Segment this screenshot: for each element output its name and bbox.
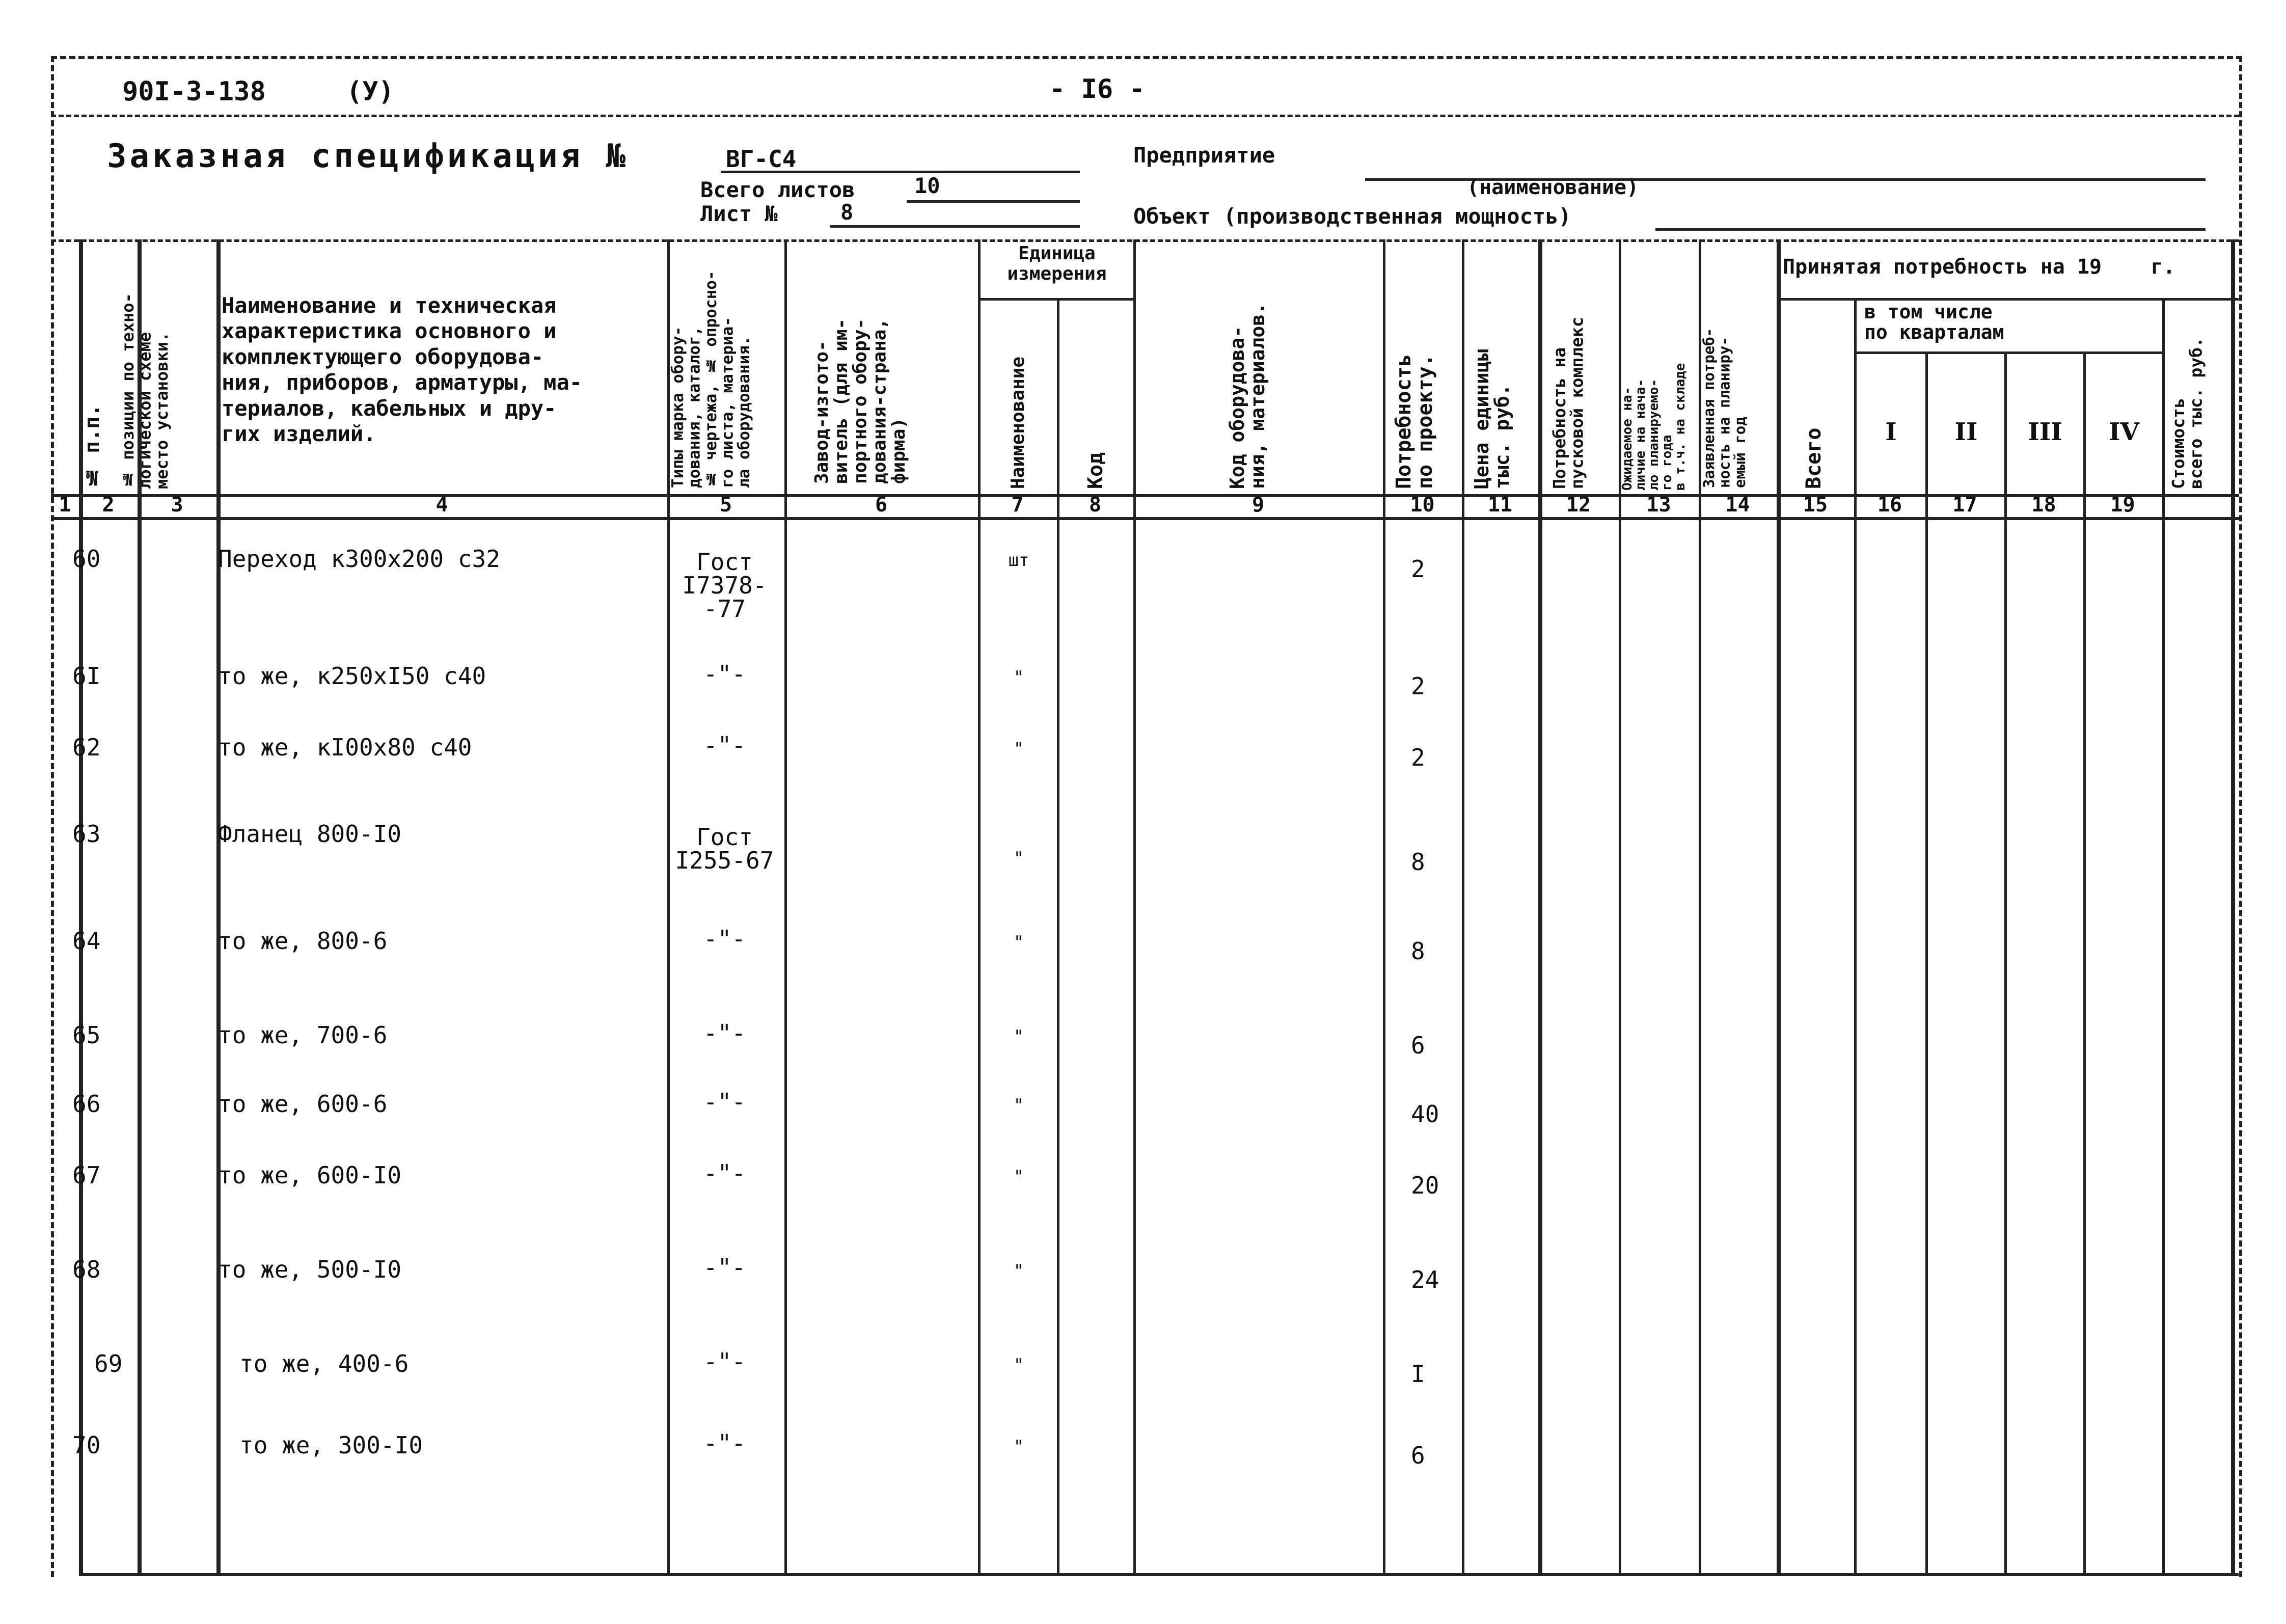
col-header-11: Потребность на пусковой комплекс <box>1549 317 1587 489</box>
row-item-name: то же, 700-6 <box>218 1021 388 1049</box>
col-header-6-group: Единица измерения <box>1007 243 1107 284</box>
row-quantity: 24 <box>1411 1266 1439 1293</box>
row-number: 65 <box>72 1021 101 1049</box>
col-header-14: Всего <box>1802 427 1826 489</box>
col-line-8 <box>1133 239 1136 1574</box>
col-header-15: I <box>1885 418 1897 446</box>
row-item-name: то же, 400-6 <box>239 1350 409 1377</box>
col-line-7 <box>1057 298 1059 1574</box>
col-header-17: III <box>2028 418 2062 446</box>
col-line-right <box>2231 239 2235 1574</box>
row-item-name: то же, 600-I0 <box>218 1161 402 1189</box>
row-unit: " <box>1013 667 1024 688</box>
col-header-5: Завод-изгото- витель (для им- портного обору- дования-страна, фирма) <box>811 318 910 484</box>
column-number-14: 14 <box>1725 493 1750 517</box>
col-line-3 <box>216 239 221 1574</box>
object-underline <box>1655 228 2206 231</box>
row-type-standard: -"- <box>703 1429 746 1457</box>
page-number: - I6 - <box>1049 74 1145 104</box>
col-header-6: Наименование <box>1008 356 1028 489</box>
row-number: 62 <box>72 734 101 761</box>
accepted-group-header: Принятая потребность на 19 г. <box>1783 255 2175 279</box>
row-unit: " <box>1013 932 1024 953</box>
row-quantity: 40 <box>1411 1100 1439 1128</box>
column-number-8: 8 <box>1088 493 1102 517</box>
quarters-group-header: в том числе по кварталам <box>1864 301 2004 343</box>
col-line-9 <box>1383 239 1385 1574</box>
row-unit: " <box>1013 1095 1024 1116</box>
row-number: 66 <box>72 1090 101 1118</box>
col-line-15 <box>1854 298 1857 1574</box>
col-header-4: Типы марка обору- дования, каталог, № чертежа, № опросно- го листа, материа- ла оборудования. <box>669 270 754 488</box>
column-number-13: 13 <box>1646 493 1671 517</box>
column-number-19: 19 <box>2110 493 2135 517</box>
column-number-1: 1 <box>59 493 71 517</box>
row-quantity: 8 <box>1411 848 1425 876</box>
row-quantity: 2 <box>1411 672 1425 700</box>
doc-code: 90I-3-138 <box>122 76 266 107</box>
col-line-17 <box>2004 351 2007 1574</box>
doc-variant: (У) <box>346 76 394 107</box>
table-bottom-line <box>79 1573 2239 1576</box>
column-number-17: 17 <box>1952 493 1977 517</box>
row-item-name: то же, 600-6 <box>218 1090 388 1118</box>
row-item-name: то же, 300-I0 <box>239 1431 423 1459</box>
row-item-name: Фланец 800-I0 <box>218 820 402 848</box>
row-number: 63 <box>72 820 101 848</box>
row-type-standard: -"- <box>703 1088 746 1116</box>
row-number: 60 <box>72 545 101 573</box>
row-unit: " <box>1013 739 1024 759</box>
row-type-standard: -"- <box>703 1159 746 1187</box>
col-line-19 <box>2162 298 2165 1574</box>
row-unit: " <box>1013 1167 1024 1187</box>
total-sheets-value: 10 <box>914 173 940 198</box>
col-line-14 <box>1777 239 1781 1574</box>
col-header-1: № п.п. <box>80 404 104 489</box>
row-quantity: 2 <box>1411 555 1425 583</box>
column-number-15: 15 <box>1803 493 1828 517</box>
column-number-2: 2 <box>102 493 115 517</box>
col-header-19: Стоимость всего тыс. руб. <box>2168 337 2206 489</box>
column-number-9: 9 <box>1251 493 1265 517</box>
row-number: 6I <box>72 662 101 690</box>
row-type-standard: -"- <box>703 1348 746 1375</box>
sheet-label: Лист № <box>700 201 778 226</box>
row-item-name: то же, кI00х80 с40 <box>218 734 472 761</box>
row-quantity: I <box>1411 1360 1425 1388</box>
spec-title: Заказная спецификация № <box>107 138 629 175</box>
row-quantity: 8 <box>1411 937 1425 965</box>
column-number-11: 11 <box>1487 493 1513 517</box>
row-item-name: то же, 500-I0 <box>218 1256 402 1283</box>
col-line-18 <box>2083 351 2086 1574</box>
col-line-5 <box>784 239 787 1574</box>
row-quantity: 6 <box>1411 1032 1425 1059</box>
row-type-standard: -"- <box>703 660 746 688</box>
row-type-standard: -"- <box>703 1254 746 1281</box>
row-unit: " <box>1013 1026 1024 1047</box>
spec-number: ВГ-С4 <box>726 145 797 173</box>
col-header-18: IV <box>2109 418 2139 446</box>
row-item-name: то же, к250хI50 с40 <box>218 662 486 690</box>
sheet-underline <box>830 225 1080 228</box>
object-label: Объект (производственная мощность) <box>1133 204 1571 229</box>
row-item-name: Переход к300х200 с32 <box>218 545 500 573</box>
row-type-standard: -"- <box>703 925 746 953</box>
total-sheets-label: Всего листов <box>700 177 855 202</box>
col-line-16 <box>1925 351 1928 1574</box>
row-unit: " <box>1013 1437 1024 1457</box>
total-sheets-underline <box>907 200 1080 203</box>
row-type-standard: -"- <box>703 1019 746 1047</box>
column-number-5: 5 <box>719 493 732 517</box>
spec-number-underline <box>721 171 1080 173</box>
sheet-value: 8 <box>840 200 854 225</box>
col-header-7: Код <box>1084 452 1107 489</box>
row-unit: шт <box>1008 550 1029 571</box>
column-number-6: 6 <box>875 493 888 517</box>
column-number-10: 10 <box>1410 493 1435 517</box>
col-header-10: Цена единицы тыс. руб. <box>1471 349 1513 489</box>
column-number-12: 12 <box>1566 493 1591 517</box>
header-divider-bottom <box>51 239 2239 242</box>
row-unit: " <box>1013 848 1024 869</box>
row-quantity: 20 <box>1411 1172 1439 1199</box>
column-number-3: 3 <box>171 493 183 517</box>
row-type-standard: Гост I255-67 <box>675 823 774 874</box>
col-header-2: № позиции по техно- логической схеме место установки. <box>118 293 172 489</box>
column-number-7: 7 <box>1011 493 1024 517</box>
col-line-11 <box>1538 239 1542 1574</box>
row-number: 68 <box>72 1256 101 1283</box>
row-quantity: 2 <box>1411 744 1425 771</box>
row-number: 70 <box>72 1431 101 1459</box>
quarters-group-line <box>1854 351 2162 354</box>
enterprise-label: Предприятие <box>1133 143 1275 168</box>
column-number-4: 4 <box>436 493 448 517</box>
unit-group-line <box>978 298 1133 301</box>
col-header-13: Заявленная потреб- ность на планиру- емый год <box>1700 328 1749 488</box>
row-number: 69 <box>94 1350 123 1377</box>
row-number: 64 <box>72 927 101 955</box>
row-unit: " <box>1013 1355 1024 1375</box>
colnum-bottom-line <box>51 517 2239 520</box>
col-header-9: Потребность по проекту. <box>1392 354 1437 489</box>
col-header-3: Наименование и техническая характеристика основного и комплектующего оборудова- ния, приборов, арматуры, ма- териалов, кабельных и дру- гих изделий. <box>222 293 583 446</box>
col-header-12: Ожидаемое на- личие на нача- ло планируемо- го года в т.ч. на складе <box>1620 363 1688 491</box>
form-frame <box>51 56 2242 1577</box>
col-line-10 <box>1462 239 1464 1574</box>
column-number-18: 18 <box>2031 493 2056 517</box>
col-header-16: II <box>1954 418 1978 446</box>
row-type-standard: -"- <box>703 732 746 759</box>
column-number-16: 16 <box>1877 493 1902 517</box>
row-number: 67 <box>72 1161 101 1189</box>
header-divider-top <box>51 115 2239 117</box>
col-header-8: Код оборудова- ния, материалов. <box>1226 302 1269 489</box>
row-unit: " <box>1013 1261 1024 1281</box>
row-quantity: 6 <box>1411 1442 1425 1469</box>
row-type-standard: Гост I7378- -77 <box>682 548 767 622</box>
name-caption: (наименование) <box>1467 176 1639 199</box>
row-item-name: то же, 800-6 <box>218 927 388 955</box>
